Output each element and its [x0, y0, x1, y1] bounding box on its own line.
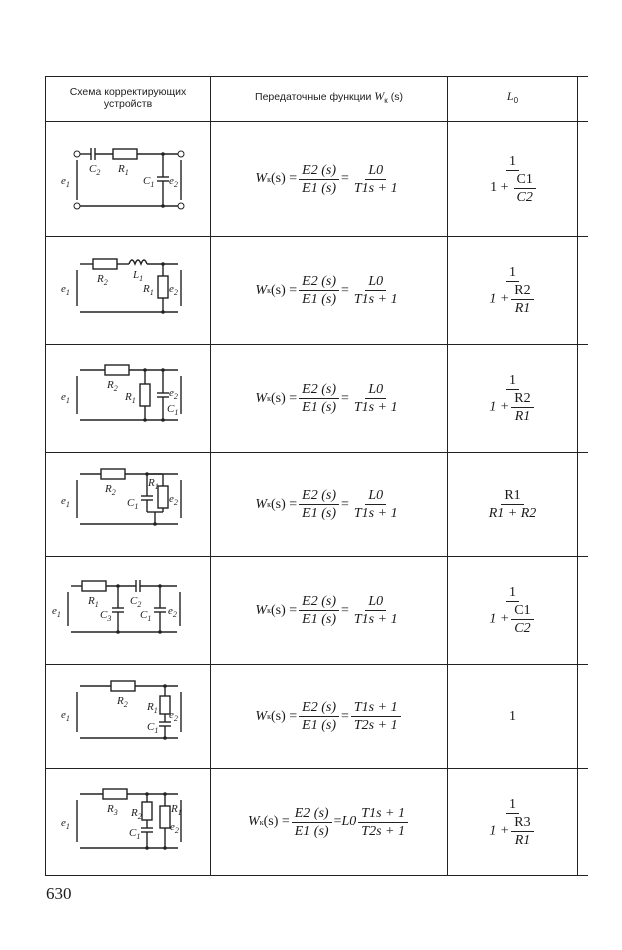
header-l0-symbol: L	[506, 89, 514, 103]
circuit-label: $e_1$	[61, 391, 70, 405]
header-scheme-text: Схема корректирующих устройств	[69, 86, 187, 110]
l0-den-prefix: 1 +	[489, 291, 510, 307]
circuit-diagram-row-6	[55, 676, 195, 756]
formula-arg: (s) =	[270, 708, 298, 724]
fraction-numerator: L0	[365, 594, 386, 611]
fraction-numerator: E2 (s)	[299, 488, 339, 505]
formula-symbol: W	[255, 282, 268, 298]
fraction	[358, 806, 408, 839]
transfer-function-cell	[211, 122, 447, 236]
l0-denominator	[486, 602, 538, 636]
fraction-denominator: T1s + 1	[353, 506, 398, 521]
l0-inner-denominator: C2	[516, 189, 533, 205]
table-bottom-rule	[45, 875, 588, 876]
l0-fraction	[486, 585, 538, 636]
l0-inner-numerator: R3	[511, 815, 533, 832]
l0-cell	[448, 122, 577, 236]
circuit-label: $C_2$	[89, 163, 101, 177]
circuit-label: $e_2$	[169, 709, 178, 723]
formula-arg: (s) =	[270, 282, 298, 298]
l0-denominator	[486, 814, 538, 848]
transfer-function-cell	[211, 665, 447, 768]
formula-symbol: W	[248, 814, 260, 829]
l0-fraction	[486, 488, 540, 521]
circuit-label: $R_1$	[125, 391, 136, 405]
l0-inner-denominator: R1	[514, 301, 531, 316]
l0-inner-denominator: R1	[514, 409, 531, 424]
fraction	[351, 594, 401, 627]
fraction-denominator: E1 (s)	[302, 612, 336, 627]
transfer-function-cell	[211, 345, 447, 452]
fraction-denominator: E1 (s)	[302, 400, 336, 415]
formula-prefix: L0	[341, 814, 357, 829]
formula-arg: (s) =	[270, 496, 298, 512]
l0-den-prefix: 1 +	[490, 180, 509, 196]
circuit-label: $e_2$	[169, 175, 178, 189]
l0-inner-denominator: C2	[514, 621, 531, 636]
formula-symbol: W	[255, 602, 268, 618]
fraction-denominator: T1s + 1	[353, 400, 398, 415]
fraction	[351, 163, 401, 196]
transfer-function	[255, 274, 402, 307]
fraction	[299, 163, 339, 196]
l0-inner-numerator: R2	[511, 391, 533, 408]
l0-numerator: 1	[506, 154, 519, 171]
header-transfer-text: Передаточные функции	[255, 91, 372, 103]
formula-equals: =	[340, 496, 349, 512]
fraction	[299, 382, 339, 415]
fraction	[299, 274, 339, 307]
circuit-label: $R_3$	[107, 803, 118, 817]
circuit-label: $e_2$	[170, 821, 179, 835]
l0-fraction	[486, 265, 538, 316]
l0-fraction	[484, 154, 541, 205]
formula-equals: =	[340, 390, 349, 406]
circuit-diagram-row-5	[52, 570, 196, 650]
formula-sub: к	[259, 817, 264, 827]
circuit-label: $R_2$	[105, 483, 116, 497]
header-scheme	[48, 86, 208, 110]
circuit-label: $R_1$	[88, 595, 99, 609]
formula-equals: =	[340, 282, 349, 298]
formula-equals: =	[340, 708, 349, 724]
fraction	[299, 488, 339, 521]
circuit-diagram-row-3	[55, 358, 195, 438]
formula-symbol: W	[255, 171, 268, 186]
transfer-function-cell	[211, 769, 447, 875]
circuit-label: $e_2$	[168, 605, 177, 619]
l0-cell	[448, 237, 577, 344]
circuit-label: $e_2$	[169, 283, 178, 297]
formula-arg: (s) =	[270, 390, 298, 406]
l0-den-prefix: 1 +	[489, 611, 510, 627]
l0-fraction	[486, 797, 538, 848]
formula-arg: (s) =	[270, 171, 298, 186]
fraction-numerator: E2 (s)	[299, 382, 339, 399]
header-transfer-symbol: W	[374, 89, 385, 103]
l0-numerator: 1	[506, 373, 519, 390]
l0-numerator: R1	[501, 488, 523, 505]
fraction	[299, 594, 339, 627]
fraction-numerator: L0	[365, 382, 386, 399]
formula-symbol: W	[255, 708, 268, 724]
formula-sub: к	[267, 286, 271, 295]
transfer-function	[255, 382, 402, 415]
transfer-function	[248, 806, 410, 839]
circuit-label: $R_2$	[117, 695, 128, 709]
circuit-label: $C_3$	[100, 609, 112, 623]
l0-inner-numerator: R2	[511, 283, 533, 300]
l0-fraction	[486, 373, 538, 424]
l0-cell	[448, 345, 577, 452]
circuit-label: $e_2$	[169, 387, 178, 401]
fraction-numerator: E2 (s)	[299, 163, 339, 180]
fraction	[351, 488, 401, 521]
fraction	[351, 274, 401, 307]
l0-cell	[448, 453, 577, 556]
l0-cell	[448, 557, 577, 664]
fraction	[299, 700, 339, 733]
l0-denominator	[486, 282, 538, 316]
circuit-label: $e_1$	[61, 709, 70, 723]
transfer-function	[255, 700, 402, 733]
column-divider	[577, 76, 578, 875]
formula-equals: =	[340, 602, 349, 618]
circuit-label: $R_2$	[131, 807, 142, 821]
transfer-function-cell	[211, 557, 447, 664]
circuit-label: $L_1$	[133, 269, 144, 283]
header-l0-sub: 0	[513, 96, 519, 106]
header-l0	[449, 90, 576, 107]
circuit-diagram-row-1	[55, 140, 195, 220]
l0-denominator	[486, 390, 538, 424]
fraction-denominator: T2s + 1	[353, 718, 398, 733]
circuit-diagram-row-7	[55, 782, 195, 862]
l0-den-prefix: 1 +	[489, 823, 510, 839]
header-transfer-sub: к	[384, 96, 388, 106]
transfer-function-cell	[211, 453, 447, 556]
fraction-denominator: E1 (s)	[302, 718, 336, 733]
fraction-numerator: E2 (s)	[292, 806, 332, 823]
fraction-denominator: E1 (s)	[302, 292, 336, 307]
l0-inner-denominator: R1	[514, 832, 531, 848]
fraction-numerator: E2 (s)	[299, 594, 339, 611]
circuit-label: $R_1$	[147, 701, 158, 715]
circuit-label: $C_1$	[129, 827, 141, 841]
l0-numerator: 1	[506, 265, 519, 282]
circuit-label: $e_1$	[52, 605, 61, 619]
circuit-label: $R_1$	[143, 283, 154, 297]
circuit-label: $R_1$	[148, 477, 159, 491]
fraction-denominator: T1s + 1	[353, 612, 398, 627]
circuit-label: $e_2$	[169, 493, 178, 507]
formula-symbol: W	[255, 496, 268, 512]
l0-denominator: R1 + R2	[488, 506, 537, 521]
circuit-label: $R_1$	[118, 163, 129, 177]
transfer-function	[255, 488, 402, 521]
fraction-denominator: T1s + 1	[353, 292, 398, 307]
circuit-label: $C_2$	[130, 595, 142, 609]
l0-cell	[448, 665, 577, 768]
l0-cell	[448, 769, 577, 875]
formula-sub: к	[267, 174, 271, 184]
formula-equals: =	[340, 171, 349, 186]
circuit-diagram-row-4	[55, 462, 195, 542]
fraction	[351, 700, 401, 733]
circuit-label: $e_1$	[61, 175, 70, 189]
transfer-function	[255, 594, 402, 627]
circuit-label: $C_1$	[167, 403, 179, 417]
fraction-denominator: T2s + 1	[361, 823, 405, 839]
fraction-denominator: T1s + 1	[353, 180, 398, 196]
fraction-denominator: E1 (s)	[302, 180, 336, 196]
fraction-numerator: E2 (s)	[299, 274, 339, 291]
page-number: 630	[46, 884, 72, 903]
l0-inner-numerator: C1	[514, 172, 536, 189]
fraction	[351, 382, 401, 415]
formula-equals: =	[333, 814, 342, 829]
circuit-label: $R_2$	[97, 273, 108, 287]
fraction-numerator: T1s + 1	[351, 700, 401, 717]
transfer-function-cell	[211, 237, 447, 344]
circuit-label: $C_1$	[147, 721, 159, 735]
l0-numerator: 1	[506, 797, 519, 814]
circuit-label: $R_2$	[107, 379, 118, 393]
formula-sub: к	[267, 500, 271, 509]
fraction-numerator: T1s + 1	[358, 806, 408, 823]
table-top-rule	[45, 76, 588, 77]
circuit-label: $e_1$	[61, 817, 70, 831]
fraction-numerator: L0	[365, 163, 386, 180]
circuit-label: $e_1$	[61, 495, 70, 509]
header-transfer-arg: (s)	[390, 91, 403, 103]
circuit-label: $R_1$	[171, 803, 182, 817]
circuit-label: $C_1$	[143, 175, 155, 189]
fraction-numerator: L0	[365, 488, 386, 505]
circuit-label: $e_1$	[61, 283, 70, 297]
l0-den-prefix: 1 +	[489, 399, 510, 415]
fraction-denominator: E1 (s)	[302, 506, 336, 521]
formula-sub: к	[267, 394, 271, 403]
circuit-label: $C_1$	[140, 609, 152, 623]
l0-value: 1	[509, 708, 516, 724]
fraction-numerator: E2 (s)	[299, 700, 339, 717]
fraction	[292, 806, 332, 839]
transfer-function	[255, 163, 402, 196]
fraction-denominator: E1 (s)	[294, 823, 329, 839]
fraction-numerator: L0	[365, 274, 386, 291]
header-transfer	[212, 90, 446, 107]
table-left-border	[45, 76, 46, 875]
formula-symbol: W	[255, 390, 268, 406]
l0-numerator: 1	[506, 585, 519, 602]
circuit-label: $C_1$	[127, 497, 139, 511]
formula-arg: (s) =	[270, 602, 298, 618]
l0-denominator	[484, 171, 541, 205]
formula-sub: к	[267, 712, 271, 721]
formula-arg: (s) =	[263, 814, 290, 829]
formula-sub: к	[267, 606, 271, 615]
l0-inner-numerator: C1	[511, 603, 533, 620]
circuit-diagram-row-2	[55, 250, 195, 330]
